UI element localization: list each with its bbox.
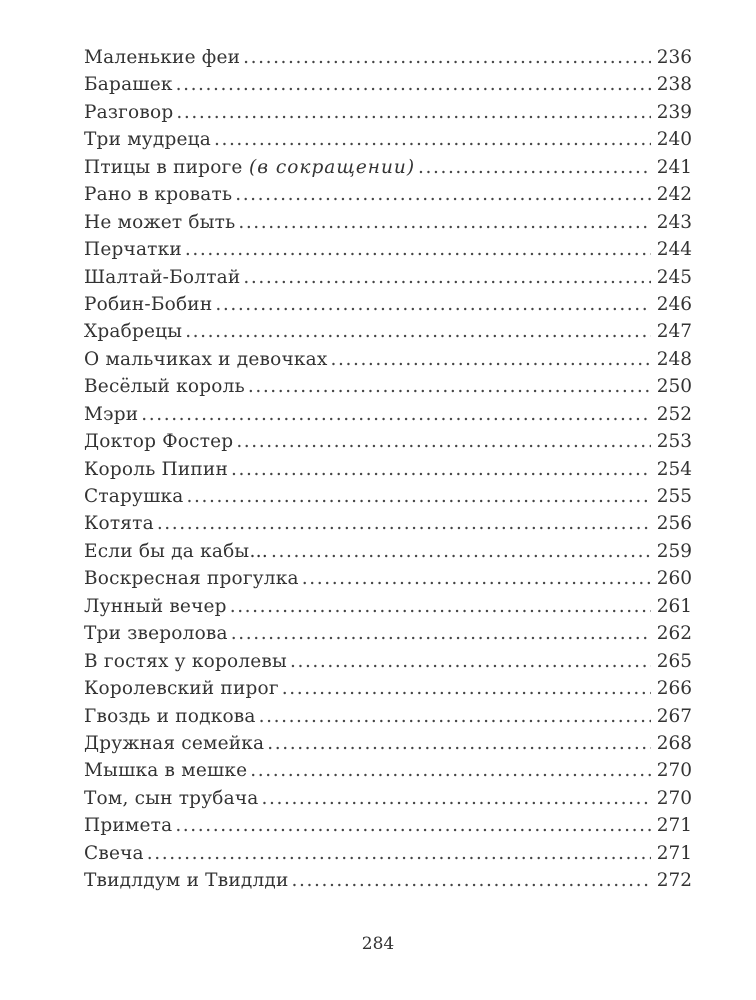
toc-entry-page: 246 (656, 293, 692, 315)
toc-entry-title: Твидлдум и Твидлди (84, 870, 289, 892)
toc-entry-page: 243 (656, 211, 692, 233)
toc-entry-title: Весёлый король (84, 376, 245, 398)
dot-leader (235, 181, 651, 208)
toc-entry (84, 456, 692, 483)
toc-entry-page: 268 (656, 732, 692, 754)
dot-leader (248, 373, 651, 400)
toc-entry (84, 538, 692, 565)
toc-entry-page: 266 (656, 678, 692, 700)
toc-entry-page: 241 (656, 156, 692, 178)
toc-entry-title: Шалтай-Болтай (84, 266, 241, 288)
dot-leader (157, 510, 651, 537)
toc-entry-title: Старушка (84, 486, 184, 507)
toc-entry-title: Король Пипин (84, 458, 228, 480)
dot-leader (302, 565, 651, 592)
dot-leader (418, 154, 651, 181)
toc-entry (84, 867, 692, 894)
dot-leader (259, 703, 651, 730)
toc-entry (84, 181, 692, 208)
toc-entry-title: Не может быть (84, 211, 236, 233)
toc-entry-page: 265 (656, 650, 692, 672)
dot-leader (250, 757, 651, 784)
toc-entry (84, 99, 692, 126)
table-of-contents (84, 44, 692, 895)
dot-leader (236, 428, 651, 455)
toc-entry-title: Маленькие феи (84, 47, 241, 68)
toc-entry-title: Дружная семейка (84, 732, 265, 754)
toc-entry (84, 757, 692, 784)
page-number: 284 (361, 934, 395, 954)
toc-entry-page: 270 (656, 760, 692, 782)
toc-entry (84, 126, 692, 153)
toc-entry (84, 510, 692, 537)
toc-entry-page: 259 (656, 540, 692, 562)
toc-entry-title: Гвоздь и подкова (84, 705, 256, 727)
dot-leader (175, 812, 651, 839)
toc-entry-page: 247 (656, 321, 692, 343)
dot-leader (282, 675, 651, 702)
toc-entry (84, 648, 692, 675)
dot-leader (292, 867, 651, 894)
toc-entry-page: 272 (656, 870, 692, 892)
toc-entry-page: 253 (656, 431, 692, 453)
dot-leader (215, 291, 651, 318)
toc-entry-title: Перчатки (84, 239, 182, 261)
toc-entry-title: Птицы в пироге (84, 156, 243, 178)
dot-leader (331, 346, 651, 373)
toc-entry (84, 373, 692, 400)
toc-entry-page: 250 (656, 376, 692, 398)
toc-entry-title: Разговор (84, 101, 174, 123)
dot-leader (185, 236, 651, 263)
toc-entry (84, 620, 692, 647)
toc-entry (84, 44, 692, 71)
dot-leader (176, 71, 651, 98)
dot-leader (187, 483, 651, 510)
dot-leader (185, 318, 651, 345)
dot-leader (147, 840, 651, 867)
dot-leader (271, 538, 651, 565)
toc-entry-title: Храбрецы (84, 321, 183, 343)
toc-entry-title: Мышка в мешке (84, 760, 248, 782)
dot-leader (290, 648, 651, 675)
toc-entry-title: Мэри (84, 403, 139, 425)
toc-entry (84, 483, 692, 510)
toc-entry-page: 254 (656, 458, 692, 480)
toc-entry-title: Доктор Фостер (84, 431, 234, 453)
toc-entry (84, 236, 692, 263)
toc-entry (84, 264, 692, 291)
toc-entry-note: (в сокращении) (249, 156, 416, 178)
toc-entry-title: Примета (84, 815, 173, 837)
dot-leader (176, 99, 651, 126)
toc-entry-page: 244 (656, 239, 692, 261)
dot-leader (238, 209, 651, 236)
toc-entry-page: 261 (656, 595, 692, 617)
toc-entry (84, 346, 692, 373)
toc-entry-title: Свеча (84, 842, 144, 864)
toc-entry (84, 401, 692, 428)
toc-entry-page: 267 (656, 705, 692, 727)
toc-entry-page: 271 (656, 842, 692, 864)
toc-entry (84, 840, 692, 867)
toc-entry-page: 239 (656, 101, 692, 123)
toc-entry (84, 71, 692, 98)
dot-leader (141, 401, 651, 428)
toc-entry-page: 240 (656, 129, 692, 151)
toc-entry (84, 675, 692, 702)
toc-entry-title: Если бы да кабы… (84, 540, 269, 562)
toc-entry (84, 593, 692, 620)
toc-entry-page: 245 (656, 266, 692, 288)
toc-entry-title: Три зверолова (84, 623, 228, 645)
toc-entry-page: 256 (656, 513, 692, 535)
toc-entry-page: 271 (656, 815, 692, 837)
dot-leader (243, 44, 651, 71)
toc-entry-title: В гостях у королевы (84, 650, 287, 672)
toc-entry-title: О мальчиках и девочках (84, 348, 328, 370)
toc-entry-title: Рано в кровать (84, 184, 233, 206)
toc-entry-title: Робин-Бобин (84, 293, 213, 315)
toc-entry-title: Лунный вечер (84, 595, 227, 617)
toc-entry (84, 730, 692, 757)
toc-entry (84, 291, 692, 318)
toc-entry-page: 248 (656, 348, 692, 370)
dot-leader (231, 620, 651, 647)
dot-leader (214, 126, 651, 153)
toc-entry (84, 703, 692, 730)
toc-entry (84, 209, 692, 236)
toc-entry-page: 242 (656, 184, 692, 206)
toc-entry (84, 318, 692, 345)
toc-entry-page: 255 (656, 486, 692, 507)
dot-leader (262, 785, 651, 812)
toc-entry-page: 262 (656, 623, 692, 645)
toc-entry-title: Три мудреца (84, 129, 211, 151)
toc-entry-page: 236 (656, 47, 692, 68)
dot-leader (231, 456, 651, 483)
toc-entry-page: 238 (656, 74, 692, 96)
toc-entry-title: Барашек (84, 74, 173, 96)
toc-entry-title: Королевский пирог (84, 678, 279, 700)
toc-entry (84, 812, 692, 839)
toc-entry-page: 270 (656, 787, 692, 809)
dot-leader (230, 593, 651, 620)
toc-entry-page: 252 (656, 403, 692, 425)
dot-leader (243, 264, 651, 291)
toc-entry-page: 260 (656, 568, 692, 590)
toc-entry-title: Том, сын трубача (84, 787, 259, 809)
toc-entry (84, 154, 692, 181)
dot-leader (267, 730, 651, 757)
toc-entry-title: Воскресная прогулка (84, 568, 299, 590)
toc-entry (84, 428, 692, 455)
toc-entry-title: Котята (84, 513, 154, 535)
toc-entry (84, 785, 692, 812)
toc-entry (84, 565, 692, 592)
